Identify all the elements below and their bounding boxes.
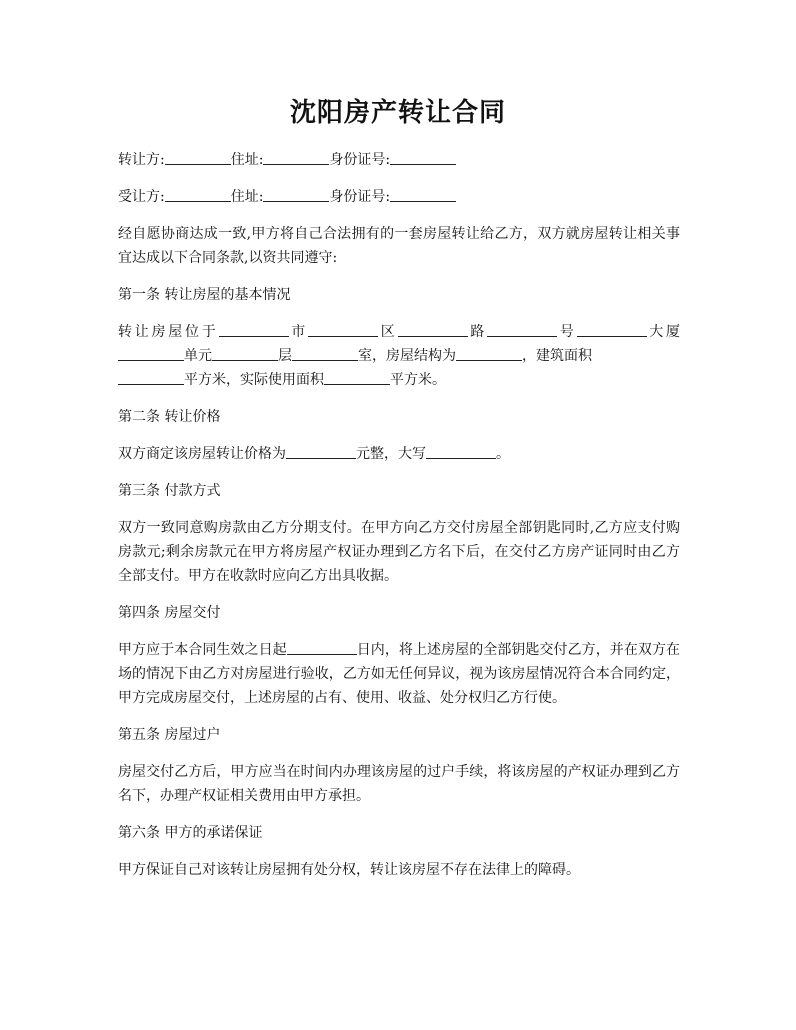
article1-text: 平方米。 <box>390 372 446 388</box>
intro-paragraph: 经自愿协商达成一致,甲方将自己合法拥有的一套房屋转让给乙方，双方就房屋转让相关事宜达成以下合同条款,以资共同遵守: <box>118 226 680 266</box>
blank-field <box>165 187 231 202</box>
blank-field <box>263 187 329 202</box>
article1-heading: 第一条 转让房屋的基本情况 <box>118 287 291 303</box>
blank-field <box>292 346 358 361</box>
document-body <box>118 148 680 895</box>
article2-text: 。 <box>496 446 510 462</box>
article1-text: 平方米，实际使用面积 <box>184 372 324 388</box>
blank-field <box>426 444 496 459</box>
transferor-label: 转让方: <box>118 152 165 168</box>
blank-field <box>390 187 456 202</box>
article1-body <box>118 320 680 392</box>
article2-text: 双方商定该房屋转让价格为 <box>118 446 286 462</box>
article4-text: 甲方应于本合同生效之日起 <box>118 642 287 658</box>
article1-text: ，建筑面积 <box>522 348 592 364</box>
blank-field <box>212 346 278 361</box>
blank-field <box>456 346 522 361</box>
transferee-label: 受让方: <box>118 189 165 205</box>
article2-heading: 第二条 转让价格 <box>118 409 221 425</box>
blank-field <box>308 322 378 337</box>
article3-heading: 第三条 付款方式 <box>118 483 221 499</box>
article1-text: 市 <box>288 324 308 340</box>
blank-field <box>263 150 329 165</box>
article2-body <box>118 442 680 466</box>
transferor-line <box>118 148 680 172</box>
article1-text: 室，房屋结构为 <box>358 348 456 364</box>
article1-text: 区 <box>378 324 398 340</box>
article1-text: 层 <box>278 348 292 364</box>
blank-field <box>118 370 184 385</box>
transferee-id-label: 身份证号: <box>329 189 391 205</box>
article1-text: 号 <box>557 324 577 340</box>
article2-text: 元整，大写 <box>356 446 426 462</box>
transferee-line <box>118 185 680 209</box>
article5-body: 房屋交付乙方后，甲方应当在时间内办理该房屋的过户手续，将该房屋的产权证办理到乙方名下，办理产权证相关费用由甲方承担。 <box>118 764 680 804</box>
article1-text: 大厦 <box>646 324 680 340</box>
blank-field <box>118 346 184 361</box>
blank-field <box>398 322 468 337</box>
article4-body <box>118 638 680 710</box>
document-title: 沈阳房产转让合同 <box>289 98 506 128</box>
blank-field <box>286 444 356 459</box>
blank-field <box>390 150 456 165</box>
article1-text: 路 <box>467 324 487 340</box>
blank-field <box>487 322 557 337</box>
blank-field <box>577 322 647 337</box>
article3-body: 双方一致同意购房款由乙方分期支付。在甲方向乙方交付房屋全部钥匙同时,乙方应支付购房款元;剩余房款元在甲方将房屋产权证办理到乙方名下后，在交付乙方房产证同时由乙方全部支付。甲方在收款时应向乙方出具收据。 <box>118 520 680 584</box>
transferor-id-label: 身份证号: <box>329 152 391 168</box>
transferee-address-label: 住址: <box>230 189 264 205</box>
article1-text: 转让房屋位于 <box>118 324 219 340</box>
article6-body: 甲方保证自己对该转让房屋拥有处分权，转让该房屋不存在法律上的障碍。 <box>118 862 580 878</box>
blank-field <box>165 150 231 165</box>
blank-field <box>324 370 390 385</box>
article6-heading: 第六条 甲方的承诺保证 <box>118 825 263 841</box>
blank-field <box>219 322 289 337</box>
article4-text: 日内，将上述房屋的全部钥匙交付乙方，并在双方在场的情况下由乙方对房屋进行验收，乙方如无任何异议，视为该房屋情况符合本合同约定，甲方完成房屋交付，上述房屋的占有、使用、收益、处分权归乙方行使。 <box>118 642 681 706</box>
transferor-address-label: 住址: <box>230 152 264 168</box>
article5-heading: 第五条 房屋过户 <box>118 727 221 743</box>
article1-text: 单元 <box>184 348 212 364</box>
article4-heading: 第四条 房屋交付 <box>118 605 221 621</box>
blank-field <box>287 640 357 655</box>
